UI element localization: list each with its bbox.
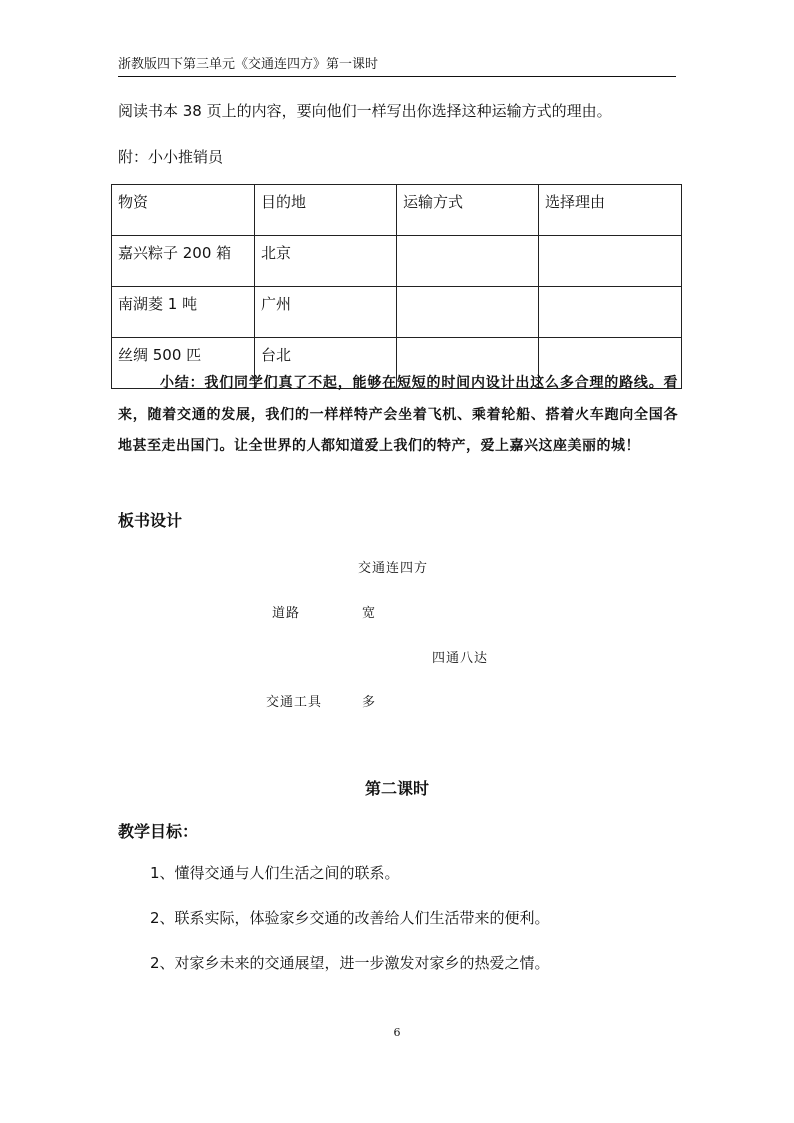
- intro-text: 阅读书本 38 页上的内容，要向他们一样写出你选择这种运输方式的理由。: [118, 102, 612, 120]
- table-row: [112, 287, 682, 338]
- board-wide: 宽: [362, 606, 377, 621]
- header-cell: 选择理由: [539, 185, 682, 236]
- page-header: 浙教版四下第三单元《交通连四方》第一课时: [118, 56, 676, 77]
- table-cell: [397, 287, 539, 338]
- goods-table: [111, 184, 682, 389]
- table-cell: [397, 236, 539, 287]
- page-number: 6: [393, 1026, 401, 1039]
- table-header-row: [112, 185, 682, 236]
- board-road: 道路: [272, 606, 301, 621]
- goal-item: 2、联系实际，体验家乡交通的改善给人们生活带来的便利。: [150, 909, 550, 927]
- appendix-label: 附：小小推销员: [118, 148, 224, 166]
- lesson-two-title: 第二课时: [364, 779, 429, 798]
- table-cell: [539, 287, 682, 338]
- header-cell: 运输方式: [397, 185, 539, 236]
- goal-item: 2、对家乡未来的交通展望，进一步激发对家乡的热爱之情。: [150, 954, 550, 972]
- goal-item: 1、懂得交通与人们生活之间的联系。: [150, 864, 400, 882]
- goals-heading: 教学目标：: [118, 822, 199, 841]
- board-heading: 板书设计: [118, 511, 183, 530]
- table-cell: 广州: [255, 287, 397, 338]
- table-row: [112, 236, 682, 287]
- table-cell: [539, 236, 682, 287]
- table-cell: 嘉兴粽子 200 箱: [112, 236, 255, 287]
- table-cell: 丝绸 500 匹: [112, 338, 255, 389]
- board-tools: 交通工具: [266, 695, 323, 710]
- header-cell: 目的地: [255, 185, 397, 236]
- table-cell: 台北: [255, 338, 397, 389]
- board-title: 交通连四方: [358, 561, 429, 576]
- table-cell: 北京: [255, 236, 397, 287]
- table-cell: 南湖菱 1 吨: [112, 287, 255, 338]
- header-cell: 物资: [112, 185, 255, 236]
- board-many: 多: [362, 695, 377, 710]
- summary-paragraph: 小结：我们同学们真了不起，能够在短短的时间内设计出这么多合理的路线。看来，随着交通的发展，我们的一样样特产会坐着飞机、乘着轮船、搭着火车跑向全国各地甚至走出国门。让全世界的人都知道爱上我们的特产，爱上嘉兴这座美丽的城！: [118, 375, 678, 454]
- board-four-ways: 四通八达: [432, 651, 489, 666]
